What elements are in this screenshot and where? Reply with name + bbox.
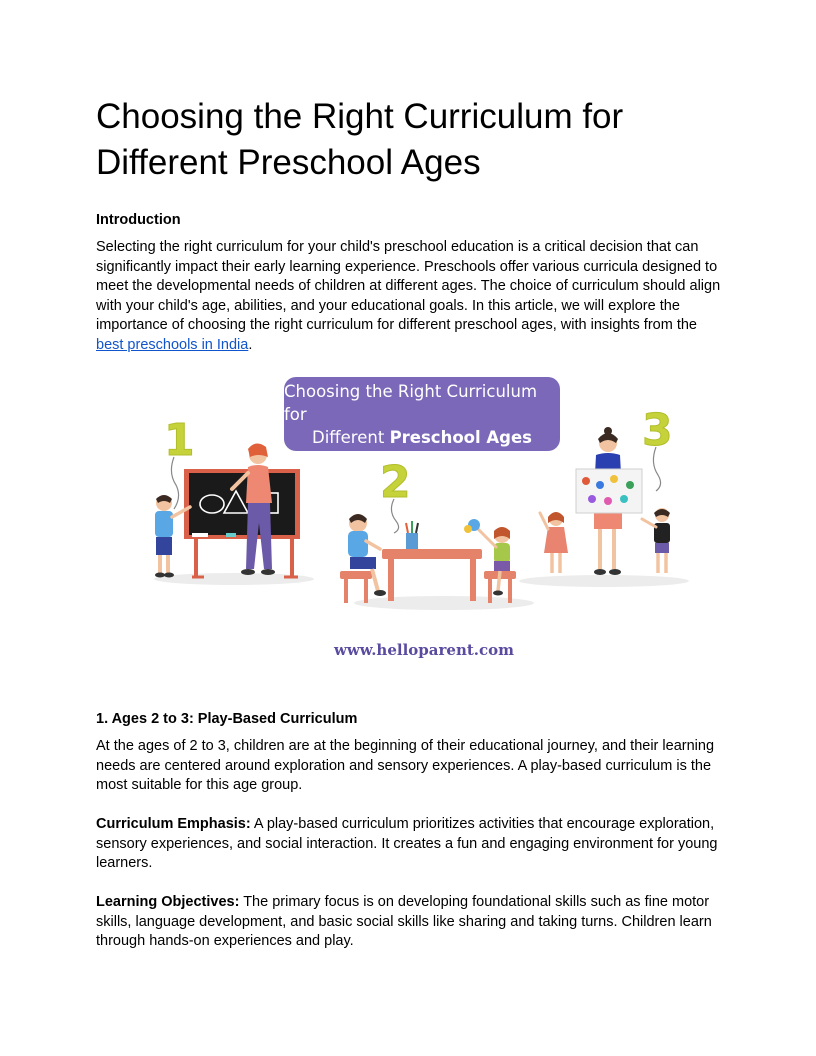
hero-banner (284, 377, 560, 451)
intro-paragraph (96, 238, 722, 355)
section1-heading: 1. Ages 2 to 3: Play-Based Curriculum (96, 711, 358, 727)
intro-heading: Introduction (96, 212, 181, 228)
hero-illustration (144, 373, 704, 673)
section1-intro: At the ages of 2 to 3, children are at the beginning of their educational journey, and their learning needs are centered around exploration and sensory experiences. A play-based curriculum is the most suitable for this age group. (96, 738, 715, 793)
intro-period: . (248, 336, 253, 353)
hero-banner-line2: Different Preschool Ages (312, 427, 532, 447)
balloon-number-3 (642, 405, 673, 491)
number-one: 1 (164, 415, 195, 466)
learning-objectives-label: Learning Objectives: (96, 894, 240, 910)
curriculum-emphasis-label: Curriculum Emphasis: (96, 816, 251, 832)
number-three: 3 (642, 405, 673, 456)
balloon-number-2 (380, 457, 411, 533)
best-preschools-link[interactable]: best preschools in India (96, 336, 249, 353)
hero-website: www.helloparent.com (333, 641, 515, 659)
hero-banner-line1: Choosing the Right Curriculum for (284, 381, 538, 424)
number-two: 2 (380, 457, 411, 508)
curriculum-emphasis-text: A play-based curriculum prioritizes activities that encourage exploration, sensory experiences, and social interaction. It creates a fun and engaging environment for young learners. (96, 816, 718, 871)
intro-text: Selecting the right curriculum for your child's preschool education is a critical decision that can significantly impact their early learning experience. Preschools offer various curricula designed to meet the developmental needs of children at different ages. The choice of curriculum should align with your child's age, abilities, and your educational goals. In this article, we will explore the importance of choosing the right curriculum for different preschool ages, with insights from the (96, 239, 721, 333)
article-title: Choosing the Right Curriculum for Different Preschool Ages (96, 97, 624, 182)
learning-objectives-text: The primary focus is on developing foundational skills such as fine motor skills, language development, and basic social skills like sharing and taking turns. Children learn through hands-on experiences and play. (96, 894, 712, 949)
curriculum-emphasis-paragraph (96, 815, 722, 874)
learning-objectives-paragraph (96, 893, 722, 952)
